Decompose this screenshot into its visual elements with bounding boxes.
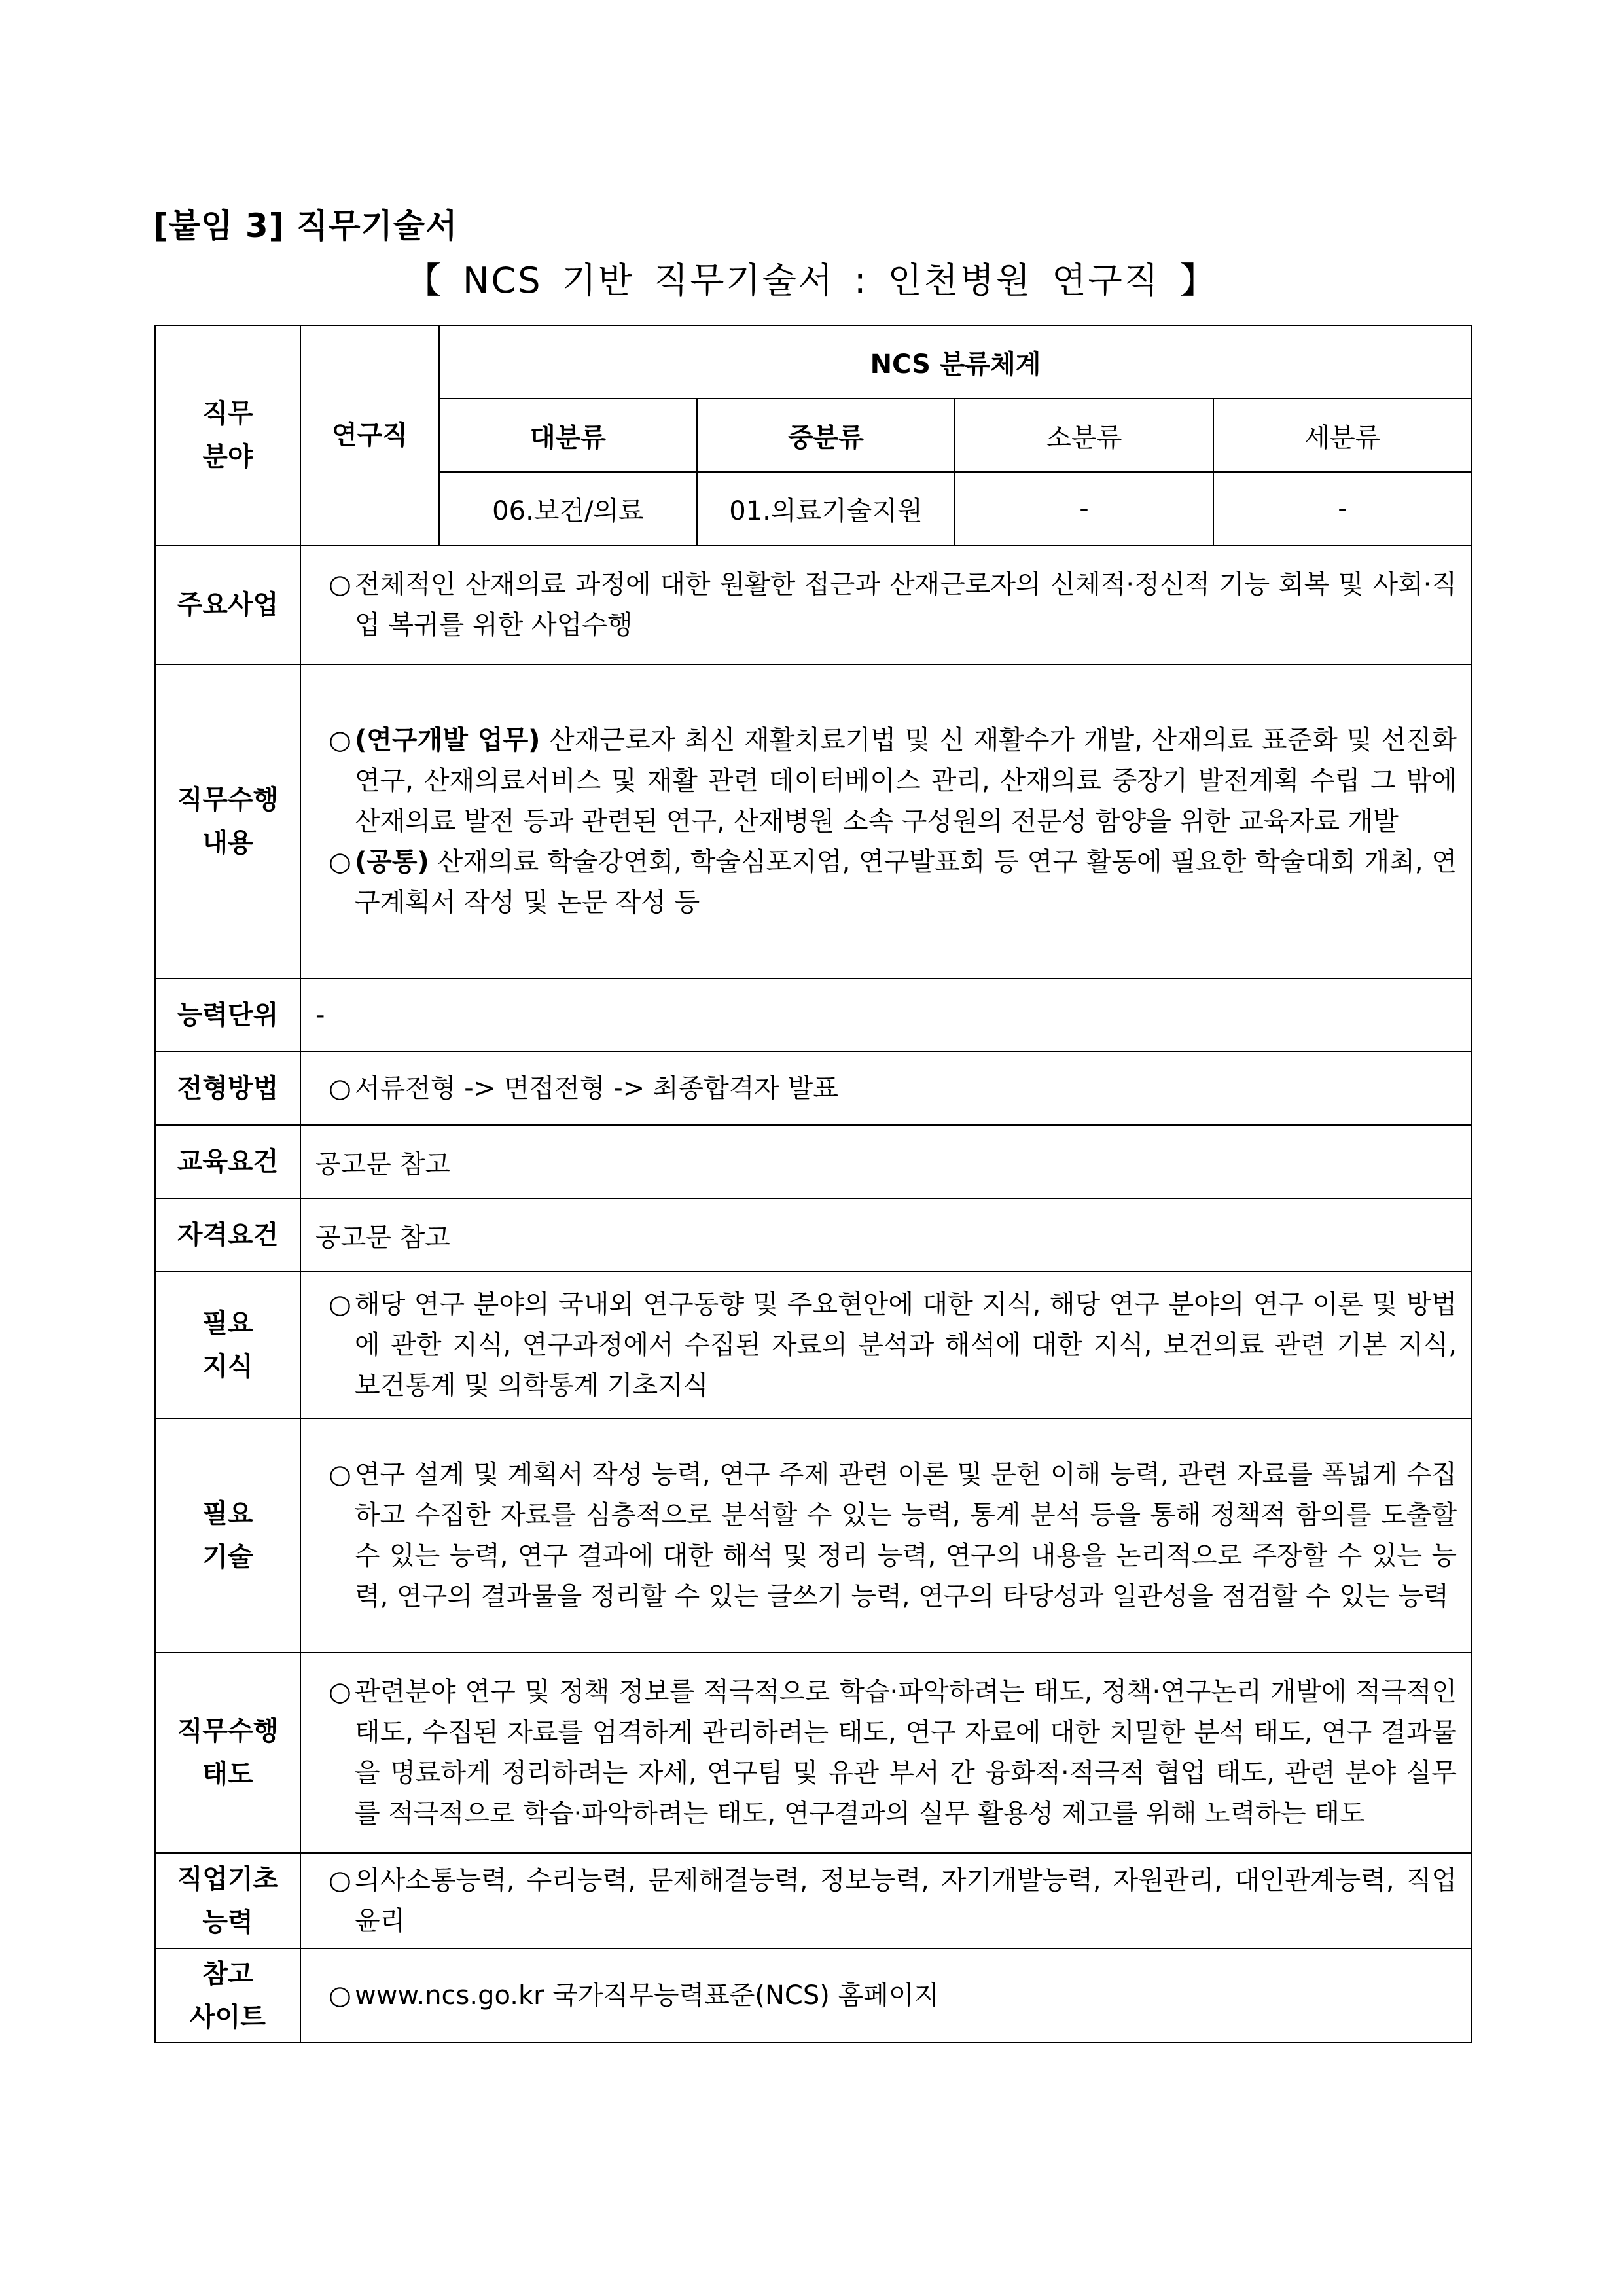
skills-label: 필요 기술 — [155, 1418, 300, 1653]
duty-text-common: 산재의료 학술강연회, 학술심포지엄, 연구발표회 등 연구 활동에 필요한 학술대회 개최, 연구계획서 작성 및 논문 작성 등 — [355, 847, 1457, 918]
major-category-value: 06.보건/의료 — [439, 472, 697, 545]
basic-ability-label: 직업기초 능력 — [155, 1853, 300, 1948]
qualification-value: 공고문 참고 — [300, 1198, 1472, 1272]
duty-tag-research: (연구개발 업무) — [355, 725, 541, 755]
ncs-classification-header: NCS 분류체계 — [439, 325, 1472, 399]
sub-category-value: - — [1213, 472, 1472, 545]
knowledge-label: 필요 지식 — [155, 1272, 300, 1418]
competency-unit-value: - — [300, 978, 1472, 1052]
reference-cell — [300, 1948, 1472, 2043]
attitude-text: ○ 관련분야 연구 및 정책 정보를 적극적으로 학습·파악하려는 태도, 정책·연구논리 개발에 적극적인 태도, 수집된 자료를 엄격하게 관리하려는 태도, 연구 자료에 대한 치밀한 분석 태도, 연구 결과물을 명료하게 정리하려는 자세, 연구팀 및 유관 부서 간 융화적·적극적 협업 태도, 관련 분야 실무를 적극적으로 학습·파악하려는 태도, 연구결과의 실무 활용성 제고를 위해 노력하는 태도 — [315, 1672, 1457, 1834]
knowledge-cell — [300, 1272, 1472, 1418]
col-sub-category: 세분류 — [1213, 399, 1472, 472]
duties-label: 직무수행 내용 — [155, 664, 300, 978]
main-business-cell — [300, 545, 1472, 664]
reference-label: 참고 사이트 — [155, 1948, 300, 2043]
col-major-category: 대분류 — [439, 399, 697, 472]
main-business-label: 주요사업 — [155, 545, 300, 664]
duty-tag-common: (공통) — [355, 847, 429, 877]
attitude-label: 직무수행 태도 — [155, 1653, 300, 1853]
selection-cell — [300, 1052, 1472, 1125]
skills-text: ○ 연구 설계 및 계획서 작성 능력, 연구 주제 관련 이론 및 문헌 이해 능력, 관련 자료를 폭넓게 수집하고 수집한 자료를 심층적으로 분석할 수 있는 능력, 통계 분석 등을 통해 정책적 함의를 도출할 수 있는 능력, 연구 결과에 대한 해석 및 정리 능력, 연구의 내용을 논리적으로 주장할 수 있는 능력, 연구의 결과물을 정리할 수 있는 글쓰기 능력, 연구의 타당성과 일관성을 점검할 수 있는 능력 — [315, 1454, 1457, 1617]
selection-label: 전형방법 — [155, 1052, 300, 1125]
document-title: 【 NCS 기반 직무기술서 : 인천병원 연구직 】 — [405, 260, 1218, 301]
basic-ability-text: ○ 의사소통능력, 수리능력, 문제해결능력, 정보능력, 자기개발능력, 자원관리, 대인관계능력, 직업윤리 — [315, 1860, 1457, 1941]
skills-cell — [300, 1418, 1472, 1653]
attachment-label: [붙임 3] 직무기술서 — [153, 207, 458, 245]
qualification-label: 자격요건 — [155, 1198, 300, 1272]
attitude-cell — [300, 1653, 1472, 1853]
competency-unit-label: 능력단위 — [155, 978, 300, 1052]
education-value: 공고문 참고 — [300, 1125, 1472, 1198]
basic-ability-cell — [300, 1853, 1472, 1948]
job-description-table — [154, 325, 1472, 2043]
col-minor-category: 소분류 — [955, 399, 1213, 472]
duty-item-common — [315, 842, 1457, 923]
duty-item-research — [315, 720, 1457, 842]
duties-cell — [300, 664, 1472, 978]
col-middle-category: 중분류 — [697, 399, 955, 472]
selection-text: ○ 서류전형 -> 면접전형 -> 최종합격자 발표 — [315, 1068, 1457, 1109]
main-business-text: ○ 전체적인 산재의료 과정에 대한 원활한 접근과 산재근로자의 신체적·정신적 기능 회복 및 사회·직업 복귀를 위한 사업수행 — [315, 564, 1457, 645]
reference-text: ○ www.ncs.go.kr 국가직무능력표준(NCS) 홈페이지 — [315, 1975, 1457, 2016]
middle-category-value: 01.의료기술지원 — [697, 472, 955, 545]
education-label: 교육요건 — [155, 1125, 300, 1198]
job-field-label: 직무 분야 — [155, 325, 300, 545]
minor-category-value: - — [955, 472, 1213, 545]
duty-text-research: 산재근로자 최신 재활치료기법 및 신 재활수가 개발, 산재의료 표준화 및 선진화 연구, 산재의료서비스 및 재활 관련 데이터베이스 관리, 산재의료 중장기 발전계획 수립 그 밖에 산재의료 발전 등과 관련된 연구, 산재병원 소속 구성원의 전문성 함양을 위한 교육자료 개발 — [355, 725, 1457, 836]
job-category: 연구직 — [300, 325, 439, 545]
knowledge-text: ○ 해당 연구 분야의 국내외 연구동향 및 주요현안에 대한 지식, 해당 연구 분야의 연구 이론 및 방법에 관한 지식, 연구과정에서 수집된 자료의 분석과 해석에 대한 지식, 보건의료 관련 기본 지식, 보건통계 및 의학통계 기초지식 — [315, 1284, 1457, 1406]
